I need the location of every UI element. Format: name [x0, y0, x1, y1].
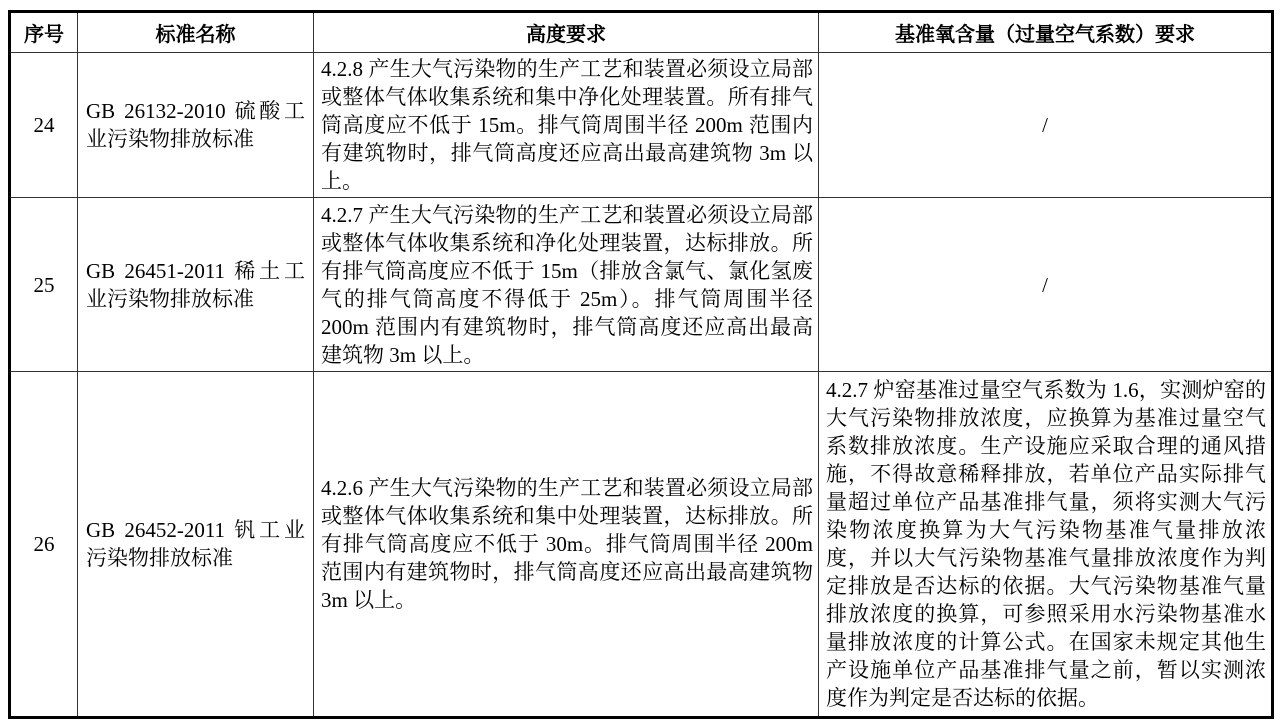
cell-standard-name: GB 26132-2010 硫酸工业污染物排放标准 — [78, 53, 314, 198]
cell-height-requirement: 4.2.7 产生大气污染物的生产工艺和装置必须设立局部或整体气体收集系统和净化处理装置，达标排放。所有排气筒高度应不低于 15m（排放含氯气、氯化氢废气的排气筒高度不得低于 25m）。排气筒周围半径 200m 范围内有建筑物时，排气筒高度还应高出最高建筑物 3m 以上。 — [314, 198, 819, 372]
cell-height-requirement: 4.2.8 产生大气污染物的生产工艺和装置必须设立局部或整体气体收集系统和集中净化处理装置。所有排气筒高度应不低于 15m。排气筒周围半径 200m 范围内有建筑物时，排气筒高度还应高出最高建筑物 3m 以上。 — [314, 53, 819, 198]
cell-standard-name: GB 26451-2011 稀土工业污染物排放标准 — [78, 198, 314, 372]
cell-oxygen-requirement: / — [819, 198, 1273, 372]
header-oxygen-requirement: 基准氧含量（过量空气系数）要求 — [819, 12, 1273, 53]
standards-table — [8, 10, 1274, 719]
table-row — [10, 53, 1273, 198]
cell-index: 25 — [10, 198, 78, 372]
table-row — [10, 372, 1273, 718]
cell-index: 26 — [10, 372, 78, 718]
cell-height-requirement: 4.2.6 产生大气污染物的生产工艺和装置必须设立局部或整体气体收集系统和集中处理装置，达标排放。所有排气筒高度应不低于 30m。排气筒周围半径 200m 范围内有建筑物时，排气筒高度还应高出最高建筑物 3m 以上。 — [314, 372, 819, 718]
table-row — [10, 198, 1273, 372]
header-row — [10, 12, 1273, 53]
header-height-requirement: 高度要求 — [314, 12, 819, 53]
cell-oxygen-requirement: / — [819, 53, 1273, 198]
header-index: 序号 — [10, 12, 78, 53]
header-standard-name: 标准名称 — [78, 12, 314, 53]
cell-standard-name: GB 26452-2011 钒工业污染物排放标准 — [78, 372, 314, 718]
cell-index: 24 — [10, 53, 78, 198]
cell-oxygen-requirement: 4.2.7 炉窑基准过量空气系数为 1.6，实测炉窑的大气污染物排放浓度，应换算为基准过量空气系数排放浓度。生产设施应采取合理的通风措施，不得故意稀释排放，若单位产品实际排气量超过单位产品基准排气量，须将实测大气污染物浓度换算为大气污染物基准气量排放浓度，并以大气污染物基准气量排放浓度作为判定排放是否达标的依据。大气污染物基准气量排放浓度的换算，可参照采用水污染物基准水量排放浓度的计算公式。在国家未规定其他生产设施单位产品基准排气量之前，暂以实测浓度作为判定是否达标的依据。 — [819, 372, 1273, 718]
